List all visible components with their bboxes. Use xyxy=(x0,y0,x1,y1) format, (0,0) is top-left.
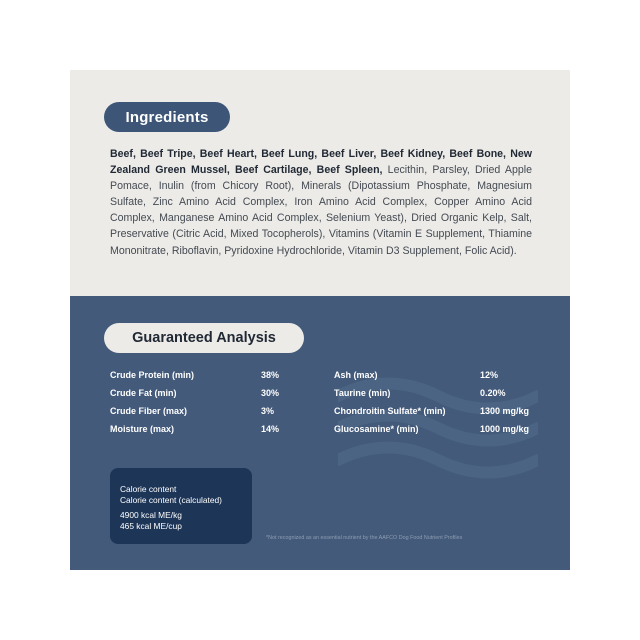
calorie-per-kg: 4900 kcal ME/kg xyxy=(120,510,182,520)
analysis-heading: Guaranteed Analysis xyxy=(104,323,304,353)
ingredients-section xyxy=(70,70,570,296)
analysis-value: 38% xyxy=(261,370,280,380)
ingredients-bold-text: Beef, Beef Tripe, Beef Heart, Beef Lung, Beef Liver, Beef Kidney, Beef Bone, New Zealand Green Mussel, Beef Cartilage, Beef Spleen, xyxy=(110,148,532,177)
analysis-label: Chondroitin Sulfate* (min) xyxy=(334,406,446,416)
calorie-content-box xyxy=(110,468,252,544)
analysis-value: 3% xyxy=(261,406,275,416)
footnote: *Not recognized as an essential nutrient by the AAFCO Dog Food Nutrient Profiles xyxy=(266,535,463,541)
ingredients-list xyxy=(110,146,532,259)
analysis-label: Crude Fat (min) xyxy=(110,388,177,398)
analysis-label: Ash (max) xyxy=(334,370,378,380)
ingredients-heading: Ingredients xyxy=(104,102,230,132)
guaranteed-analysis-section xyxy=(70,296,570,570)
analysis-value: 0.20% xyxy=(480,388,506,398)
calorie-calculated-label: Calorie content (calculated) xyxy=(120,495,222,505)
calorie-label: Calorie content xyxy=(120,484,177,494)
analysis-label: Crude Fiber (max) xyxy=(110,406,188,416)
analysis-label: Moisture (max) xyxy=(110,424,175,434)
analysis-value: 1300 mg/kg xyxy=(480,406,530,416)
analysis-value: 12% xyxy=(480,370,499,380)
ingredients-regular-text: Lecithin, Parsley, Dried Apple Pomace, Inulin (from Chicory Root), Minerals (Dipotassium Phosphate, Magnesium Sulfate, Zinc Amino Acid Complex, Iron Amino Acid Complex, Copper Amino Acid Complex, Manganese Amino Acid Complex, Selenium Yeast), Dried Organic Kelp, Salt, Preservative (Citric Acid, Mixed Tocopherols), Vitamins (Vitamin E Supplement, Thiamine Mononitrate, Riboflavin, Pyridoxine Hydrochloride, Vitamin D3 Supplement, Folic Acid). xyxy=(110,164,532,257)
analysis-value: 30% xyxy=(261,388,280,398)
analysis-value: 1000 mg/kg xyxy=(480,424,530,434)
analysis-value: 14% xyxy=(261,424,280,434)
product-info-panel xyxy=(70,70,570,570)
calorie-per-cup: 465 kcal ME/cup xyxy=(120,521,182,531)
analysis-label: Taurine (min) xyxy=(334,388,391,398)
analysis-label: Glucosamine* (min) xyxy=(334,424,419,434)
analysis-label: Crude Protein (min) xyxy=(110,370,195,380)
